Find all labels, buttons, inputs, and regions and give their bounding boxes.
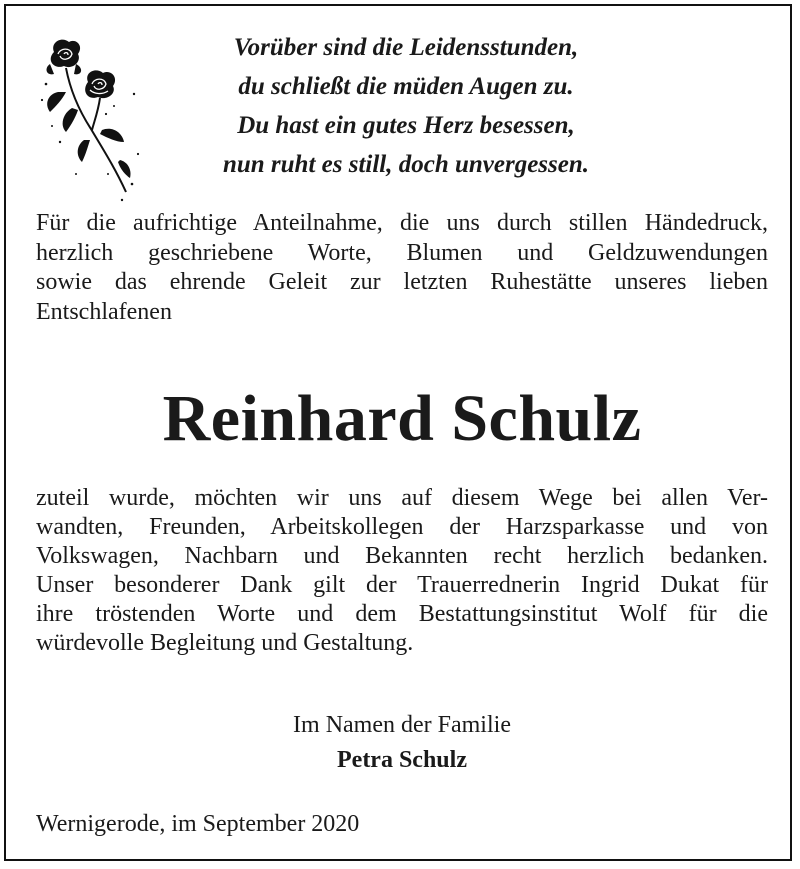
- rose-icon: [36, 34, 146, 204]
- paragraph-line: Entschlafenen: [36, 298, 172, 325]
- paragraph-line: würdevolle Begleitung und Gestaltung.: [36, 630, 414, 656]
- paragraph-line: Volkswagen, Nachbarn und Bekannten recht herzlich bedanken.: [36, 543, 768, 569]
- place-and-date: Wernigerode, im September 2020: [36, 811, 360, 837]
- poem-line: Du hast ein gutes Herz besessen,: [237, 112, 575, 139]
- deceased-name: Reinhard Schulz: [162, 382, 642, 455]
- paragraph-line: sowie das ehrende Geleit zur letzten Ruhestätte unseres lieben: [36, 269, 768, 295]
- paragraph-line: Unser besonderer Dank gilt der Trauerrednerin Ingrid Dukat für: [36, 572, 768, 598]
- paragraph-line: wandten, Freunden, Arbeitskollegen der Harzsparkasse und von: [36, 514, 768, 540]
- memorial-poem: [156, 28, 656, 184]
- poem-line: du schließt die müden Augen zu.: [238, 73, 574, 100]
- thanks-intro-paragraph: [36, 209, 768, 327]
- paragraph-line: ihre tröstenden Worte und dem Bestattungsinstitut Wolf für die: [36, 601, 768, 627]
- signature-label: Im Namen der Familie: [293, 712, 511, 738]
- signature-name: Petra Schulz: [337, 747, 467, 773]
- paragraph-line: zuteil wurde, möchten wir uns auf diesem Wege bei allen Ver-: [36, 485, 768, 511]
- poem-line: Vorüber sind die Leidensstunden,: [233, 34, 579, 61]
- paragraph-line: Für die aufrichtige Anteilnahme, die uns durch stillen Händedruck,: [36, 210, 768, 236]
- obituary-notice-frame: [4, 4, 792, 861]
- poem-line: nun ruht es still, doch unvergessen.: [222, 151, 590, 178]
- thanks-body-paragraph: [36, 484, 768, 658]
- paragraph-line: herzlich geschriebene Worte, Blumen und Geldzuwendungen: [36, 239, 768, 266]
